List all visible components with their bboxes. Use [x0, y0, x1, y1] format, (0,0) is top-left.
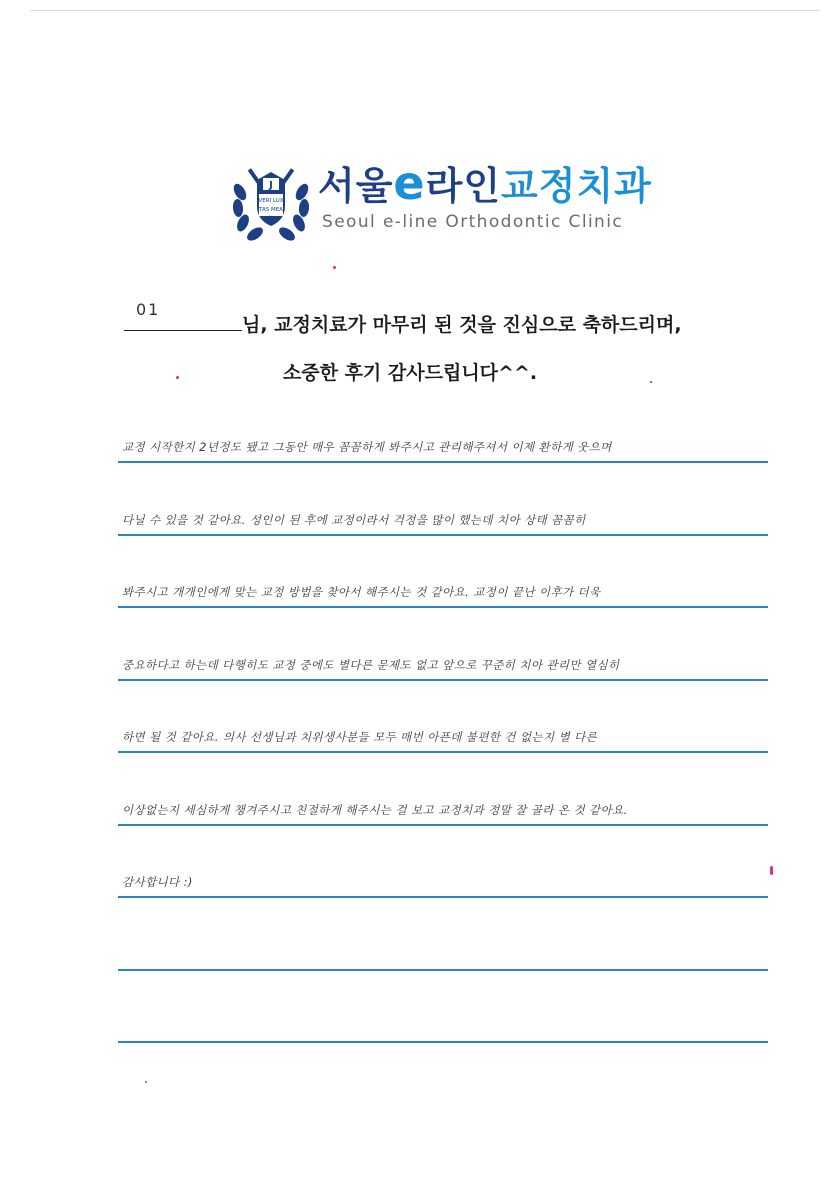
svg-text:VERI LUX: VERI LUX: [258, 198, 284, 204]
ruled-line: [118, 824, 768, 826]
review-line-text: 이상없는지 세심하게 챙겨주시고 친절하게 해주시는 걸 보고 교정치과 정말 잘 골라 온 것 같아요.: [122, 803, 628, 817]
review-line-text: 교정 시작한지 2년정도 됐고 그동안 매우 꼼꼼하게 봐주시고 관리해주셔서 이제 환하게 웃으며: [122, 440, 612, 454]
ruled-line: [118, 606, 768, 608]
ink-speck: [770, 866, 773, 875]
review-line: [118, 423, 768, 463]
clinic-english-name: Seoul e-line Orthodontic Clinic: [322, 212, 624, 232]
review-line: [118, 713, 768, 753]
greeting-line-1: 님, 교정치료가 마무리 된 것을 진심으로 축하드리며,: [242, 314, 682, 336]
ruled-line: [118, 969, 768, 971]
review-line-text: 하면 될 것 같아요. 의사 선생님과 치위생사분들 모두 매번 아픈데 불편한 건 없는지 별 다른: [122, 730, 598, 744]
ink-speck: [650, 381, 652, 383]
svg-text:J: J: [269, 180, 273, 191]
review-line: [118, 568, 768, 608]
greeting-line-2: 소중한 후기 감사드립니다^^.: [282, 362, 538, 384]
patient-name-handwriting: 01: [136, 300, 161, 319]
clinic-name-part1: 서울: [318, 164, 394, 208]
ruled-line: [118, 896, 768, 898]
ink-speck: [333, 266, 336, 269]
review-line: [118, 641, 768, 681]
ink-speck: [176, 376, 179, 379]
review-line-text: 다닐 수 있을 것 같아요. 성인이 된 후에 교정이라서 걱정을 많이 했는데 치아 상태 꼼꼼히: [122, 513, 586, 527]
ruled-line: [118, 534, 768, 536]
review-line-text: 감사합니다 :): [122, 875, 193, 889]
ruled-line: [118, 1041, 768, 1043]
review-line: [118, 786, 768, 826]
review-line: [118, 496, 768, 536]
clinic-name-part3: 교정치과: [501, 164, 652, 208]
review-line: [118, 931, 768, 971]
review-line-text: 봐주시고 개개인에게 맞는 교정 방법을 찾아서 해주시는 것 같아요. 교정이 끝난 이후가 더욱: [122, 585, 601, 599]
svg-text:TAS MEA: TAS MEA: [259, 207, 283, 213]
review-line: [118, 1003, 768, 1043]
ink-speck: [145, 1081, 147, 1083]
review-line: [118, 858, 768, 898]
ruled-line: [118, 461, 768, 463]
clinic-name-e: e: [393, 156, 426, 210]
clinic-name-part2: 라인: [425, 164, 502, 208]
review-line-text: 중요하다고 하는데 다행히도 교정 중에도 별다른 문제도 없고 앞으로 꾸준히 치아 관리만 열심히: [122, 658, 620, 672]
ruled-line: [118, 751, 768, 753]
ruled-line: [118, 679, 768, 681]
